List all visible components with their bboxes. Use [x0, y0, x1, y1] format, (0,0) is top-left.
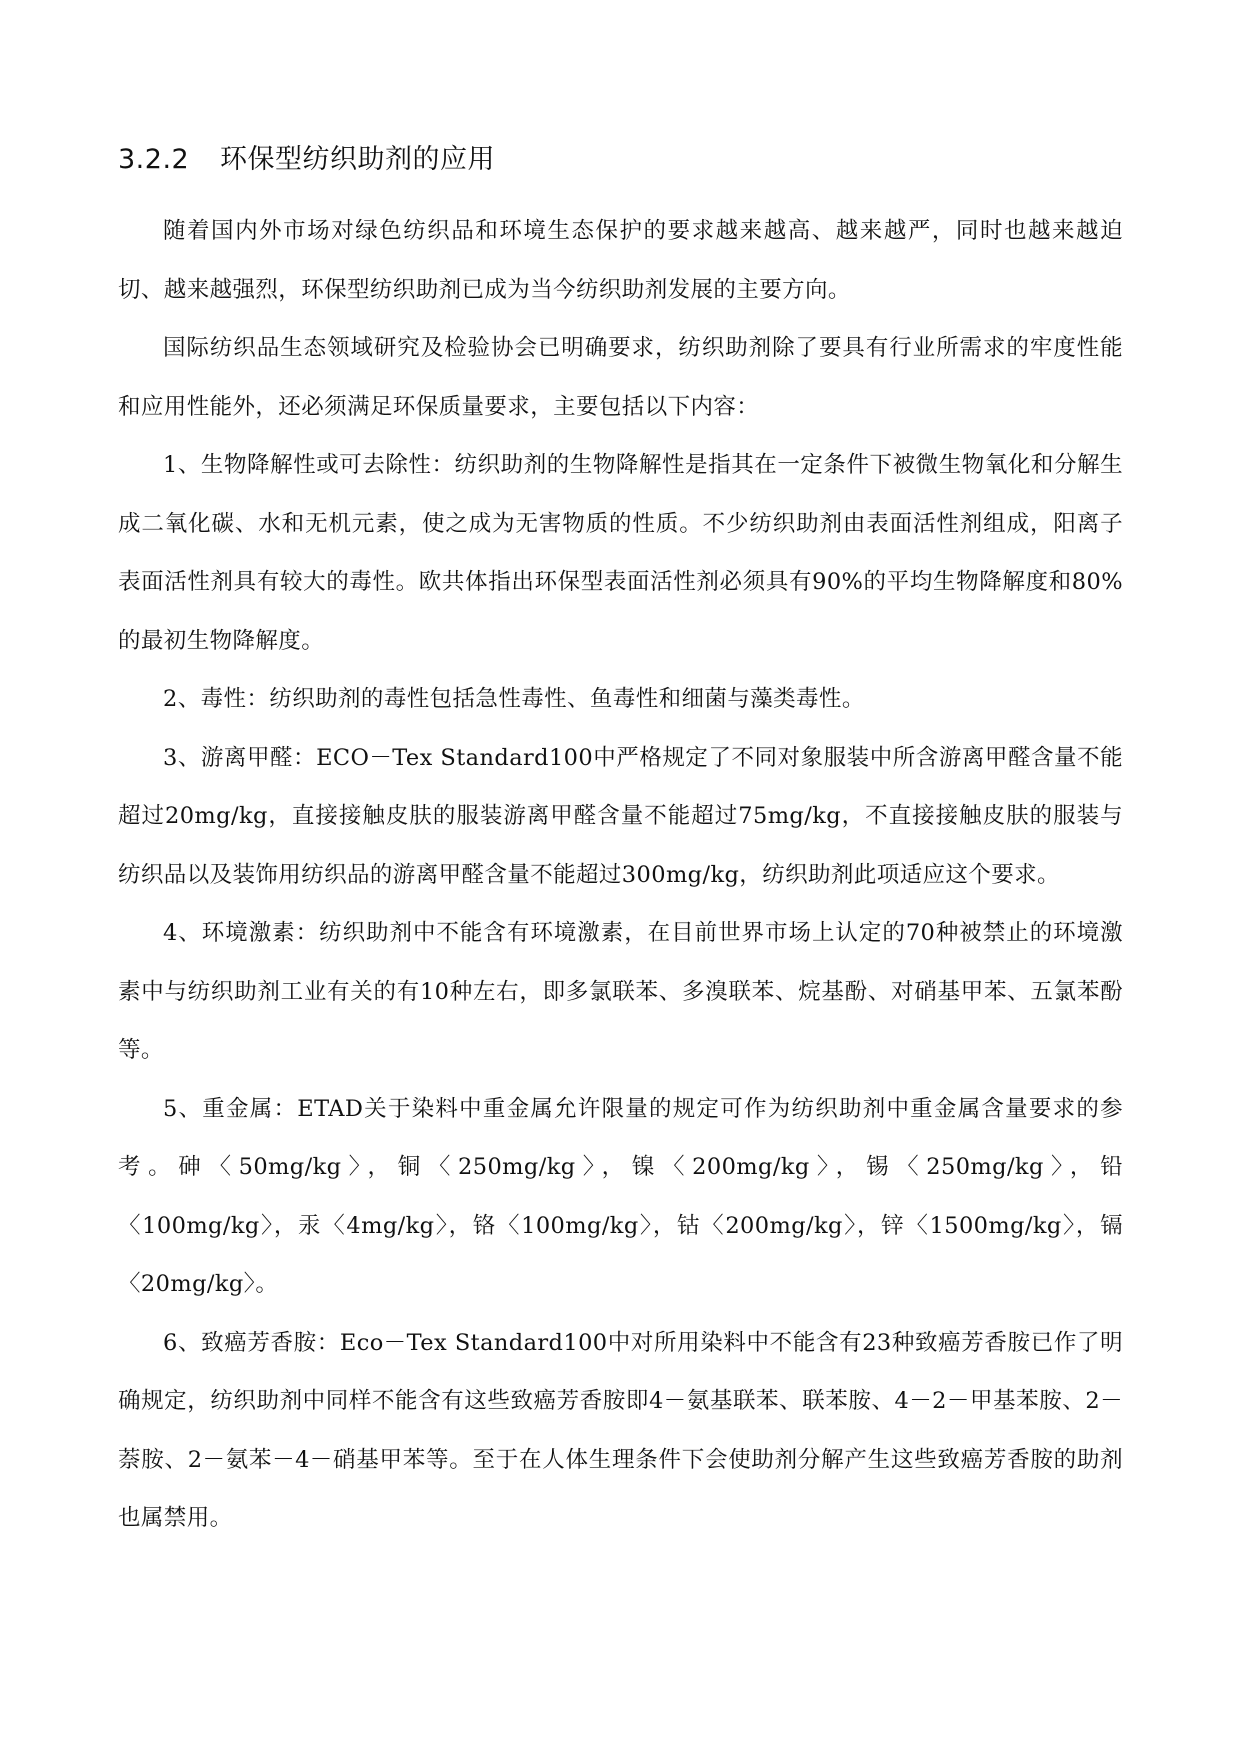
- section-number: 3.2.2: [118, 144, 190, 175]
- paragraph-requirements: 国际纺织品生态领域研究及检验协会已明确要求，纺织助剂除了要具有行业所需求的牢度性能和应用性能外，还必须满足环保质量要求，主要包括以下内容：: [118, 335, 1123, 420]
- section-heading: [118, 138, 1123, 182]
- paragraph-formaldehyde: 3、游离甲醛：ECO－Tex Standard100中严格规定了不同对象服装中所含游离甲醛含量不能超过20mg/kg，直接接触皮肤的服装游离甲醛含量不能超过75mg/kg，不直接接触皮肤的服装与纺织品以及装饰用纺织品的游离甲醛含量不能超过300mg/kg，纺织助剂此项适应这个要求。: [118, 744, 1123, 888]
- paragraph-heavy-metals: 5、重金属：ETAD关于染料中重金属允许限量的规定可作为纺织助剂中重金属含量要求的参考。砷〈50mg/kg〉，铜〈250mg/kg〉，镍〈200mg/kg〉，锡〈250mg/kg〉，铅〈100mg/kg〉，汞〈4mg/kg〉，铬〈100mg/kg〉，钴〈200mg/kg〉，锌〈1500mg/kg〉，镉〈20mg/kg〉。: [118, 1095, 1123, 1297]
- section-title: 环保型纺织助剂的应用: [220, 144, 495, 175]
- paragraph-biodegradability: 1、生物降解性或可去除性：纺织助剂的生物降解性是指其在一定条件下被微生物氧化和分解生成二氧化碳、水和无机元素，使之成为无害物质的性质。不少纺织助剂由表面活性剂组成，阳离子表面活性剂具有较大的毒性。欧共体指出环保型表面活性剂必须具有90%的平均生物降解度和80%的最初生物降解度。: [118, 452, 1123, 654]
- paragraph-carcinogenic-amines: 6、致癌芳香胺：Eco－Tex Standard100中对所用染料中不能含有23种致癌芳香胺已作了明确规定，纺织助剂中同样不能含有这些致癌芳香胺即4－氨基联苯、联苯胺、4－2－甲基苯胺、2－萘胺、2－氨苯－4－硝基甲苯等。至于在人体生理条件下会使助剂分解产生这些致癌芳香胺的助剂也属禁用。: [118, 1329, 1123, 1531]
- document-page: [118, 138, 1123, 1548]
- paragraph-toxicity: 2、毒性：纺织助剂的毒性包括急性毒性、鱼毒性和细菌与藻类毒性。: [163, 686, 865, 712]
- paragraph-intro: 随着国内外市场对绿色纺织品和环境生态保护的要求越来越高、越来越严，同时也越来越迫切、越来越强烈，环保型纺织助剂已成为当今纺织助剂发展的主要方向。: [118, 218, 1123, 303]
- paragraph-environmental-hormones: 4、环境激素：纺织助剂中不能含有环境激素，在目前世界市场上认定的70种被禁止的环境激素中与纺织助剂工业有关的有10种左右，即多氯联苯、多溴联苯、烷基酚、对硝基甲苯、五氯苯酚等。: [118, 920, 1123, 1063]
